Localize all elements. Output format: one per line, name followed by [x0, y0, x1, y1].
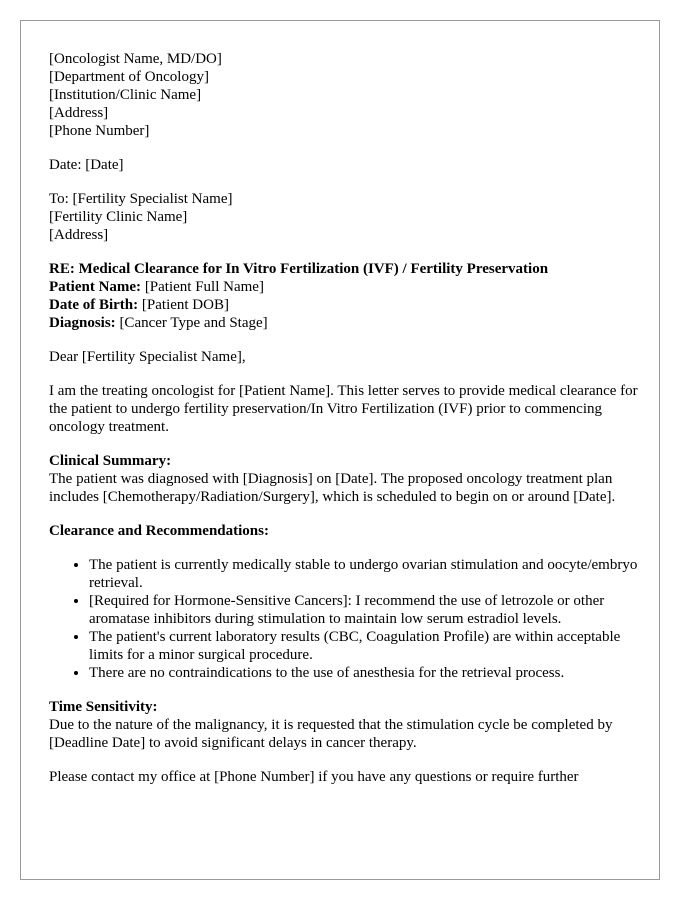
diagnosis-line	[49, 314, 639, 332]
sender-department: [Department of Oncology]	[49, 69, 209, 85]
clearance-spacer	[49, 540, 639, 556]
dob-value: [Patient DOB]	[138, 297, 229, 313]
sender-address: [Address]	[49, 105, 109, 121]
list-item: • The patient is currently medically stable to undergo ovarian stimulation and oocyte/embryo retrieval.	[89, 556, 639, 592]
time-sensitivity-text: Due to the nature of the malignancy, it is requested that the stimulation cycle be completed by [Deadline Date] to avoid significant delays in cancer therapy.	[49, 717, 613, 751]
re-subject: RE: Medical Clearance for In Vitro Fertilization (IVF) / Fertility Preservation	[49, 261, 549, 277]
date-line: Date: [Date]	[49, 157, 124, 173]
re-block	[49, 260, 639, 332]
list-item: • There are no contraindications to the use of anesthesia for the retrieval process.	[89, 664, 639, 682]
recipient-clinic: [Fertility Clinic Name]	[49, 209, 188, 225]
sender-name: [Oncologist Name, MD/DO]	[49, 51, 222, 67]
sender-block	[49, 50, 639, 140]
diagnosis-label: Diagnosis:	[49, 315, 116, 331]
dob-label: Date of Birth:	[49, 297, 139, 313]
time-sensitivity-heading: Time Sensitivity:	[49, 699, 158, 715]
time-sensitivity-section	[49, 698, 639, 752]
clinical-summary-heading: Clinical Summary:	[49, 453, 172, 469]
diagnosis-value: [Cancer Type and Stage]	[115, 315, 268, 331]
intro-paragraph: I am the treating oncologist for [Patient Name]. This letter serves to provide medical clearance for the patient to undergo fertility preservation/In Vitro Fertilization (IVF) prior to commencing oncology treatment.	[49, 383, 638, 435]
letter-page	[20, 20, 660, 880]
clearance-section	[49, 522, 639, 682]
closing-paragraph: Please contact my office at [Phone Number] if you have any questions or require further	[49, 769, 579, 785]
list-item: • The patient's current laboratory results (CBC, Coagulation Profile) are within acceptable limits for a minor surgical procedure.	[89, 628, 639, 664]
patient-name-label: Patient Name:	[49, 279, 142, 295]
recipient-address: [Address]	[49, 227, 109, 243]
dob-line	[49, 296, 639, 314]
sender-phone: [Phone Number]	[49, 123, 150, 139]
salutation: Dear [Fertility Specialist Name],	[49, 349, 246, 365]
date-block	[49, 156, 639, 174]
recipient-block	[49, 190, 639, 244]
list-item: • [Required for Hormone-Sensitive Cancers]: I recommend the use of letrozole or other aromatase inhibitors during stimulation to maintain low serum estradiol levels.	[89, 592, 639, 628]
clinical-summary-section	[49, 452, 639, 506]
clinical-summary-text: The patient was diagnosed with [Diagnosis] on [Date]. The proposed oncology treatment plan includes [Chemotherapy/Radiation/Surgery], which is scheduled to begin on or around [Date].	[49, 471, 616, 505]
letter-content	[49, 50, 639, 802]
clearance-list	[49, 556, 639, 682]
sender-institution: [Institution/Clinic Name]	[49, 87, 202, 103]
recipient-to: To: [Fertility Specialist Name]	[49, 191, 233, 207]
patient-name-value: [Patient Full Name]	[141, 279, 264, 295]
clearance-heading: Clearance and Recommendations:	[49, 523, 269, 539]
patient-name-line	[49, 278, 639, 296]
